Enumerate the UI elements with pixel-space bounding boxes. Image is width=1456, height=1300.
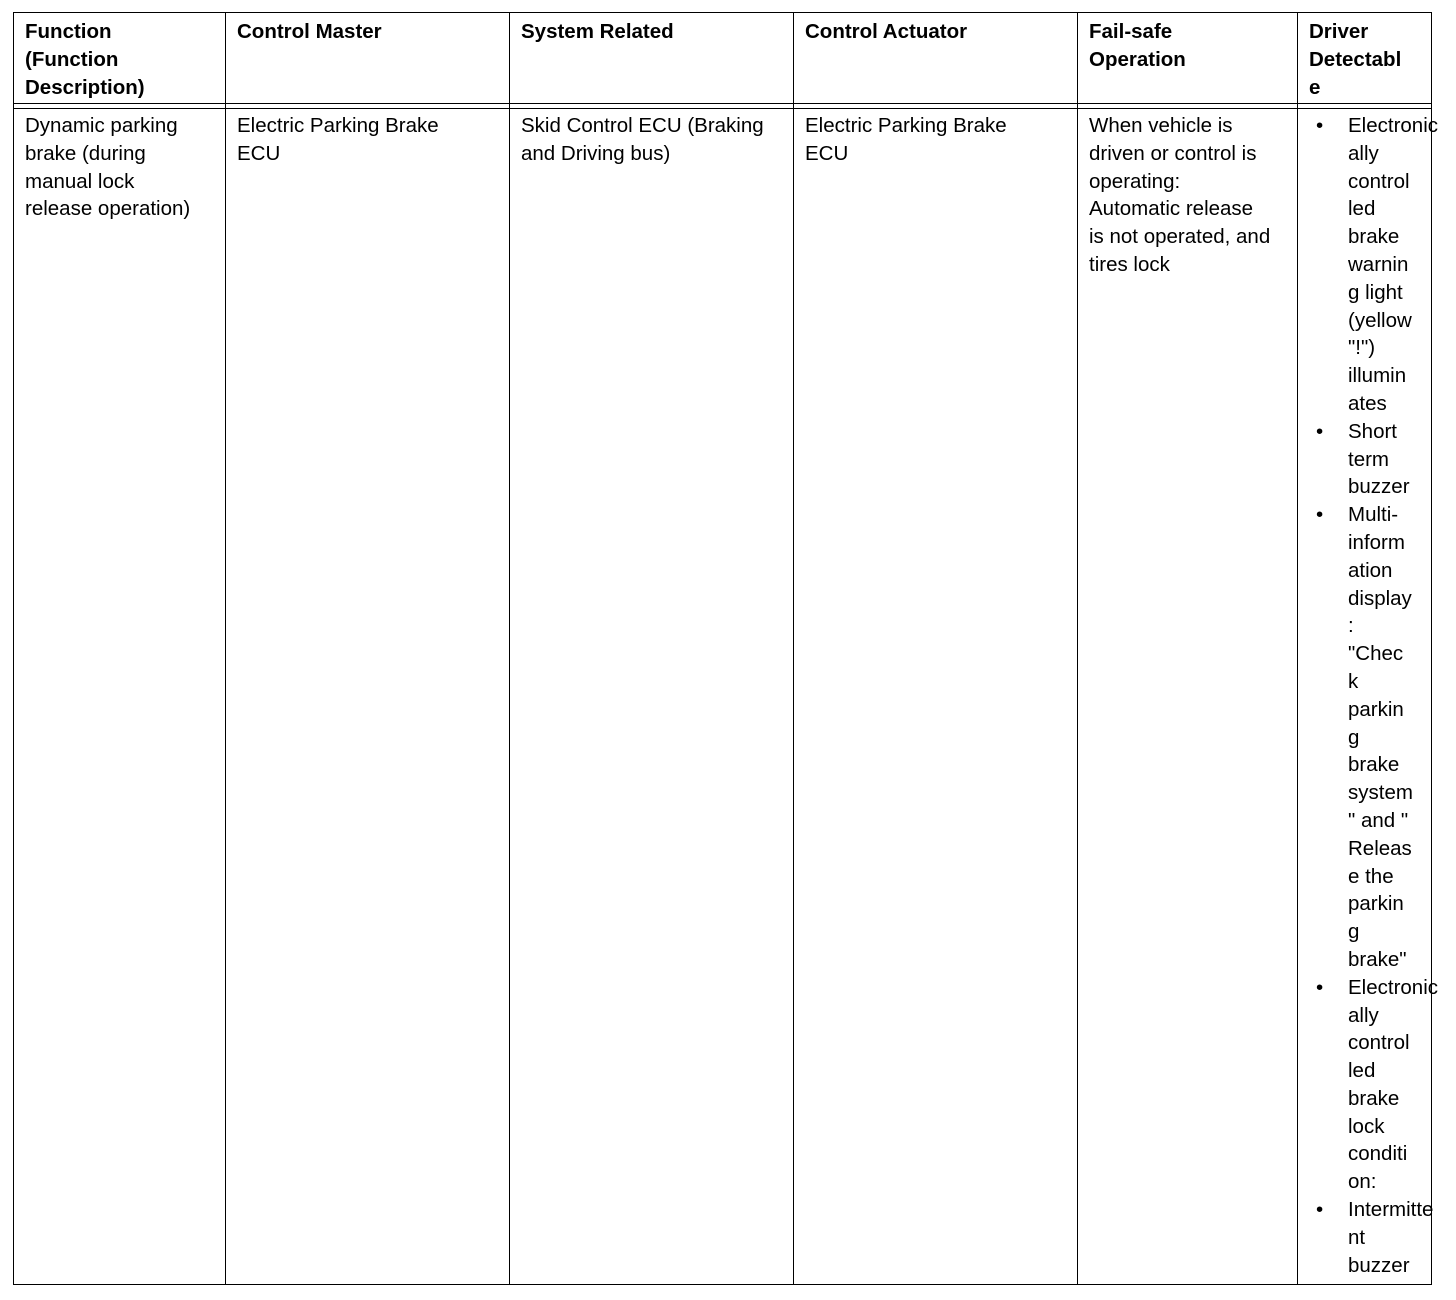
column-divider [1077,13,1078,1284]
list-item: • Electronic ally control led brake lock conditi on: [1310,974,1432,1196]
list-item: • Short term buzzer [1310,418,1432,501]
column-divider [1297,13,1298,1284]
column-divider [793,13,794,1284]
column-divider [225,13,226,1284]
cell-system-related: Skid Control ECU (Braking and Driving bus) [521,114,764,165]
fail-safe-table [13,12,1439,1285]
header-control-actuator: Control Actuator [805,20,968,43]
header-fail-safe-operation: Fail-safe Operation [1089,20,1186,71]
list-item: • Electronic ally control led brake warnin g light (yellow "!") illumin ates [1310,112,1432,418]
cell-function: Dynamic parking brake (during manual lock release operation) [25,114,191,221]
cell-fail-safe-operation: When vehicle is driven or control is operating: Automatic release is not operated, and tires lock [1089,114,1271,276]
header-function: Function (Function Description) [25,20,145,99]
header-divider [14,108,1431,109]
header-control-master: Control Master [237,20,382,43]
list-item: • Multi- inform ation display : "Chec k parkin g brake system " and " Releas e the parkin g brake" [1310,501,1432,974]
driver-detectable-list [1310,112,1439,1279]
list-item: • Intermitte nt buzzer [1310,1196,1432,1279]
header-divider [14,103,1431,104]
cell-control-actuator: Electric Parking Brake ECU [805,114,1007,165]
cell-control-master: Electric Parking Brake ECU [237,114,439,165]
header-system-related: System Related [521,20,674,43]
column-divider [509,13,510,1284]
header-driver-detectable: Driver Detectabl e [1309,20,1402,99]
